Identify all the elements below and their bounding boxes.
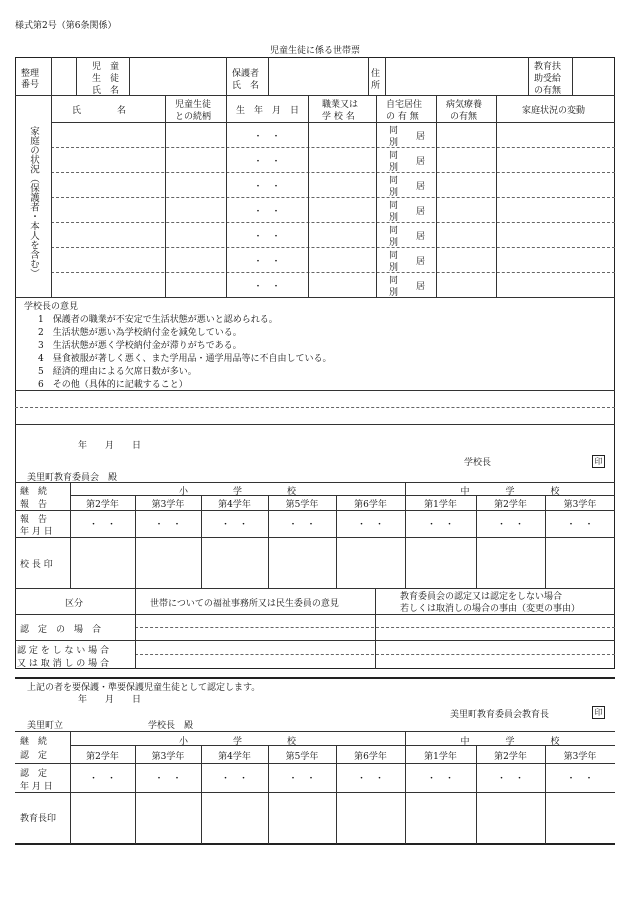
home-separate-label: 別 (389, 163, 399, 173)
home-separate-label: 別 (389, 213, 399, 223)
home-same-label: 同 (389, 201, 399, 211)
guardian-label-1: 保護者 (232, 69, 260, 79)
cert-date: 年 月 日 (78, 695, 142, 705)
home-kyo-label: 居 (416, 182, 426, 192)
jido-label-3: 氏 名 (92, 86, 120, 96)
report-date-label-1: 報 告 (20, 515, 48, 525)
cert-date-label-2: 年 月 日 (20, 782, 53, 792)
birth-date-dots: ・ ・ (253, 232, 281, 242)
opinion-item-3: 3 生活状態が悪く学校納付金が滞りがちである。 (38, 341, 242, 351)
cert-grade-header: 第2学年 (494, 752, 527, 762)
superintendent-seal-label: 教育長印 (20, 814, 57, 824)
report-grade-header: 第4学年 (218, 500, 251, 510)
principal-seal: 印 (592, 455, 605, 468)
cert-date-dots: ・ ・ (288, 774, 316, 784)
cert-grade-header: 第3学年 (563, 752, 597, 762)
birth-date-dots: ・ ・ (253, 282, 281, 292)
birth-date-dots: ・ ・ (253, 257, 281, 267)
home-same-label: 同 (389, 126, 399, 136)
home-kyo-label: 居 (416, 282, 426, 292)
judgment-kubun: 区分 (65, 599, 84, 609)
home-separate-label: 別 (389, 263, 399, 273)
col-change: 家庭状況の変動 (522, 106, 586, 116)
cert-school: 美里町立 (27, 721, 64, 731)
cert-date-dots: ・ ・ (88, 774, 116, 784)
cert-date-dots: ・ ・ (220, 774, 248, 784)
report-elementary-header: 小 学 校 (178, 487, 296, 497)
cert-date-dots: ・ ・ (154, 774, 182, 784)
cert-statement: 上記の者を要保護・準要保護児童生徒として認定します。 (27, 683, 261, 693)
cert-date-label-1: 認 定 (20, 769, 48, 779)
superintendent-seal: 印 (592, 706, 605, 719)
judgment-row-approved: 認 定 の 場 合 (20, 625, 102, 635)
birth-date-dots: ・ ・ (253, 207, 281, 217)
address-label-2: 所 (371, 81, 381, 91)
cert-grade-header: 第2学年 (86, 752, 119, 762)
report-date-dots: ・ ・ (288, 520, 316, 530)
aid-label-2: 助受給 (534, 74, 562, 84)
aid-label-1: 教育扶 (534, 62, 562, 72)
cert-elementary-header: 小 学 校 (178, 737, 296, 747)
report-grade-header: 第3学年 (563, 500, 597, 510)
report-grade-header: 第3学年 (151, 500, 185, 510)
report-date-dots: ・ ・ (496, 520, 524, 530)
col-home-2: の 有 無 (386, 112, 419, 122)
superintendent-label: 美里町教育委員会教育長 (450, 710, 550, 720)
birth-date-dots: ・ ・ (253, 132, 281, 142)
family-side-label: 家庭の状況（保護者・本人を含む） (28, 126, 39, 278)
birth-date-dots: ・ ・ (253, 182, 281, 192)
cert-junior-header: 中 学 校 (460, 737, 560, 747)
cert-grade-header: 第4学年 (218, 752, 251, 762)
home-same-label: 同 (389, 176, 399, 186)
report-date-dots: ・ ・ (426, 520, 454, 530)
col-relation-2: との続柄 (175, 112, 212, 122)
judgment-row-denied-2: 又 は 取 消 し の 場 合 (17, 659, 110, 669)
cert-date-dots: ・ ・ (356, 774, 384, 784)
report-date-dots: ・ ・ (220, 520, 248, 530)
col-illness-1: 病気療養 (446, 100, 483, 110)
judgment-welfare-col: 世帯についての福祉事務所又は民生委員の意見 (150, 599, 339, 609)
opinion-item-1: 1 保護者の職業が不安定で生活状態が悪いと認められる。 (38, 315, 278, 325)
home-same-label: 同 (389, 276, 399, 286)
report-junior-header: 中 学 校 (460, 487, 560, 497)
home-kyo-label: 居 (416, 132, 426, 142)
judgment-reason-col-2: 若しくは取消しの場合の事由（変更の事由） (400, 604, 581, 614)
home-kyo-label: 居 (416, 232, 426, 242)
report-grade-header: 第5学年 (285, 500, 319, 510)
col-job-2: 学 校 名 (322, 112, 355, 122)
cert-keizoku-1: 継 続 (20, 737, 48, 747)
cert-grade-header: 第5学年 (285, 752, 319, 762)
opinion-item-5: 5 経済的理由による欠席日数が多い。 (38, 367, 197, 377)
cert-grade-header: 第3学年 (151, 752, 185, 762)
report-grade-header: 第1学年 (424, 500, 457, 510)
home-same-label: 同 (389, 251, 399, 261)
col-name: 氏 名 (72, 106, 127, 116)
home-separate-label: 別 (389, 188, 399, 198)
report-date-dots: ・ ・ (566, 520, 594, 530)
jido-label-2: 生 徒 (92, 74, 120, 84)
page-title: 児童生徒に係る世帯票 (269, 46, 360, 56)
report-date-label-2: 年 月 日 (20, 527, 53, 537)
aid-label-3: の有無 (534, 86, 562, 96)
report-grade-header: 第2学年 (494, 500, 527, 510)
home-same-label: 同 (389, 226, 399, 236)
report-grade-header: 第6学年 (354, 500, 387, 510)
principal-seal-label: 校 長 印 (20, 560, 53, 570)
birth-date-dots: ・ ・ (253, 157, 281, 167)
opinion-item-6: 6 その他（具体的に記載すること） (38, 380, 188, 390)
cert-date-dots: ・ ・ (566, 774, 594, 784)
cert-grade-header: 第6学年 (354, 752, 387, 762)
home-separate-label: 別 (389, 138, 399, 148)
principal-label: 学校長 (464, 458, 492, 468)
report-date-dots: ・ ・ (154, 520, 182, 530)
col-birth: 生 年 月 日 (236, 106, 300, 116)
report-keizoku-2: 報 告 (20, 500, 48, 510)
opinion-date: 年 月 日 (78, 441, 142, 451)
judgment-row-denied-1: 認 定 を し な い 場 合 (17, 646, 110, 656)
home-separate-label: 別 (389, 288, 399, 298)
report-grade-header: 第2学年 (86, 500, 119, 510)
guardian-label-2: 氏 名 (232, 81, 260, 91)
form-number: 様式第2号（第6条関係） (15, 21, 117, 31)
home-kyo-label: 居 (416, 257, 426, 267)
cert-date-dots: ・ ・ (426, 774, 454, 784)
col-home-1: 自宅居住 (386, 100, 423, 110)
cert-date-dots: ・ ・ (496, 774, 524, 784)
col-relation-1: 児童生徒 (175, 100, 212, 110)
address-label-1: 住 (371, 69, 381, 79)
home-separate-label: 別 (389, 238, 399, 248)
opinion-item-2: 2 生活状態が悪い為学校納付金を減免している。 (38, 328, 242, 338)
bango-label: 番号 (21, 80, 40, 90)
jido-label-1: 児 童 (92, 62, 120, 72)
board-addressee: 美里町教育委員会 殿 (27, 473, 118, 483)
cert-grade-header: 第1学年 (424, 752, 457, 762)
col-job-1: 職業又は (322, 100, 359, 110)
opinion-item-4: 4 昼食被服が著しく悪く、また学用品・通学用品等に不自由している。 (38, 354, 332, 364)
cert-principal: 学校長 殿 (148, 721, 194, 731)
seiri-label: 整理 (21, 69, 40, 79)
col-illness-2: の有無 (450, 112, 478, 122)
judgment-reason-col-1: 教育委員会の認定又は認定をしない場合 (400, 592, 563, 602)
report-keizoku-1: 継 続 (20, 487, 48, 497)
opinion-heading: 学校長の意見 (24, 302, 79, 312)
home-same-label: 同 (389, 151, 399, 161)
cert-keizoku-2: 認 定 (20, 751, 48, 761)
report-date-dots: ・ ・ (88, 520, 116, 530)
home-kyo-label: 居 (416, 207, 426, 217)
report-date-dots: ・ ・ (356, 520, 384, 530)
home-kyo-label: 居 (416, 157, 426, 167)
